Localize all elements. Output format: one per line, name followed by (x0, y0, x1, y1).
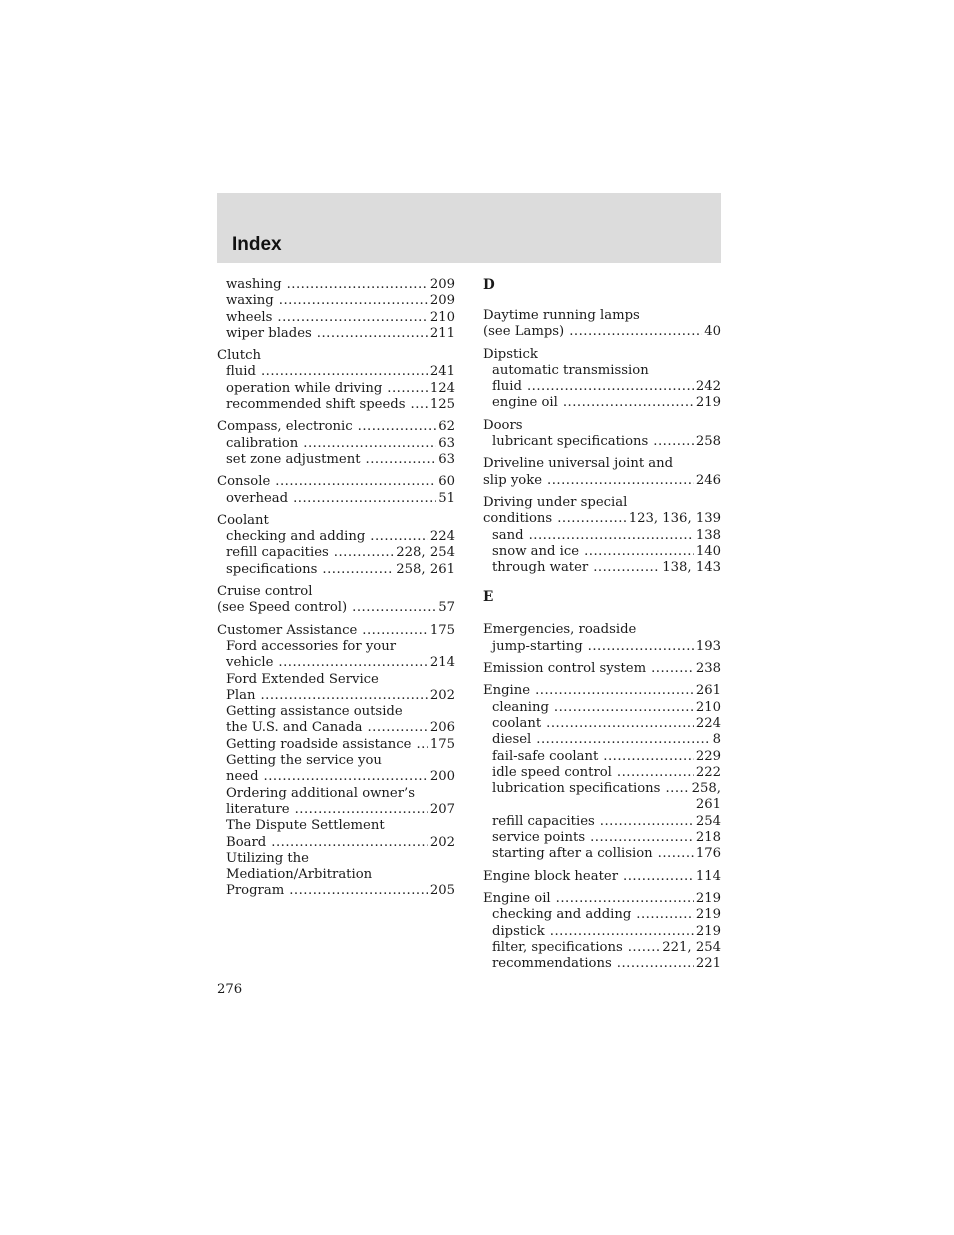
entry-text: recommendations (492, 956, 612, 972)
dot-leader (289, 883, 428, 899)
entry-text: lubricant specifications (492, 434, 649, 450)
index-entry-group (483, 622, 721, 655)
index-subentry (217, 277, 455, 293)
entry-text: (see Lamps) (483, 324, 565, 340)
entry-text: washing (226, 277, 282, 292)
page-ref: 228, 254 (396, 545, 455, 561)
page-ref: 224 (429, 529, 455, 545)
page-ref: 138, 143 (662, 560, 721, 576)
entry-text: through water (492, 560, 589, 576)
entry-text: overhead (226, 490, 289, 506)
index-subentry (217, 436, 455, 452)
index-subentry (483, 765, 721, 781)
index-subentry (483, 363, 721, 379)
index-subentry (217, 737, 455, 753)
dot-leader (588, 639, 694, 655)
dot-leader (556, 891, 694, 907)
dot-leader (279, 293, 428, 309)
entry-text: engine oil (492, 395, 558, 411)
entry-text: Mediation/Arbitration (226, 867, 373, 883)
entry-text: fluid (492, 379, 522, 395)
index-entry-group (217, 348, 455, 413)
page-ref: 221, 254 (662, 939, 721, 955)
dot-leader (362, 623, 428, 639)
entry-text: specifications (226, 561, 318, 577)
index-entry-group (217, 623, 455, 900)
index-subentry (217, 562, 455, 578)
page-ref: 176 (695, 846, 721, 862)
index-entry (483, 347, 721, 363)
page-ref: 261 (695, 683, 721, 699)
dot-leader (547, 473, 694, 489)
dot-leader (603, 749, 694, 765)
page-ref: 211 (429, 325, 455, 341)
index-entry (483, 495, 721, 511)
page-ref: 210 (695, 699, 721, 715)
index-subentry (483, 395, 721, 411)
dot-leader (628, 940, 661, 956)
page-ref: 219 (695, 890, 721, 906)
index-column-left (217, 277, 455, 906)
index-subentry (483, 716, 721, 732)
entry-text: automatic transmission (492, 362, 649, 378)
page-ref: 207 (429, 801, 455, 817)
dot-leader (535, 683, 694, 699)
entry-text: coolant (492, 715, 542, 731)
page-ref: 62 (438, 419, 455, 435)
page-ref: 205 (429, 883, 455, 899)
entry-text: Program (226, 883, 285, 899)
index-entry (217, 513, 455, 529)
entry-text: Ordering additional owner’s (226, 785, 415, 801)
index-subentry (217, 639, 455, 655)
dot-leader (260, 688, 427, 704)
entry-text: refill capacities (226, 545, 329, 561)
dot-leader (617, 956, 694, 972)
dot-leader (367, 720, 427, 736)
entry-text: Getting assistance outside (226, 704, 403, 720)
index-subentry (217, 381, 455, 397)
page-ref: 206 (429, 720, 455, 736)
entry-text: cleaning (492, 699, 549, 715)
index-subentry (217, 672, 455, 688)
index-entry (483, 473, 721, 489)
page-ref: 219 (695, 907, 721, 923)
entry-text: Emergencies, roadside (483, 622, 637, 638)
page-ref: 209 (429, 277, 455, 292)
dot-leader (550, 924, 694, 940)
entry-text: idle speed control (492, 764, 612, 780)
entry-text: slip yoke (483, 472, 543, 488)
entry-text: dipstick (492, 923, 545, 939)
index-subentry (217, 704, 455, 720)
page-ref: 124 (429, 380, 455, 396)
dot-leader (636, 907, 694, 923)
entry-text: checking and adding (226, 529, 366, 545)
page-ref: 238 (695, 661, 721, 677)
section-letter-d: D (483, 277, 495, 293)
index-subentry (483, 797, 721, 813)
dot-leader (411, 397, 428, 413)
entry-text: wheels (226, 309, 273, 325)
page-ref: 125 (429, 397, 455, 413)
dot-leader (261, 364, 428, 380)
dot-leader (271, 835, 428, 851)
index-entry (483, 622, 721, 638)
entry-text: Dipstick (483, 346, 538, 362)
page-ref: 63 (438, 435, 455, 451)
page-ref: 123, 136, 139 (628, 511, 721, 527)
page-ref: 114 (695, 868, 721, 884)
entry-text: conditions (483, 511, 553, 527)
page-ref: 193 (695, 638, 721, 654)
entry-text: operation while driving (226, 380, 383, 396)
page-ref: 242 (695, 379, 721, 395)
index-subentry (217, 545, 455, 561)
index-entry (483, 661, 721, 677)
e-entries (483, 622, 721, 972)
dot-leader (529, 528, 694, 544)
page-ref: 63 (438, 451, 455, 467)
entry-text: Cruise control (217, 584, 313, 600)
index-entry-group (483, 347, 721, 412)
index-entry (217, 623, 455, 639)
page-ref: 60 (438, 474, 455, 490)
entry-text: sand (492, 527, 524, 543)
entry-text: Daytime running lamps (483, 308, 640, 323)
index-subentry (217, 786, 455, 802)
dot-leader (275, 474, 436, 490)
dot-leader (287, 277, 428, 293)
index-entry (483, 418, 721, 434)
index-subentry (217, 293, 455, 309)
dot-leader (527, 379, 694, 395)
entry-text: Driving under special (483, 494, 628, 510)
dot-leader (264, 769, 428, 785)
index-subentry (483, 814, 721, 830)
entry-text: Engine oil (483, 890, 551, 906)
index-entry-group (217, 584, 455, 617)
index-entry-group (217, 474, 455, 507)
dot-leader (546, 716, 694, 732)
index-subentry (217, 802, 455, 818)
page-ref: 175 (429, 736, 455, 752)
dot-leader (651, 661, 694, 677)
entry-text: Utilizing the (226, 850, 309, 866)
index-entry (217, 584, 455, 600)
index-entry-group (483, 661, 721, 677)
index-entry-group (483, 869, 721, 885)
index-subentry (217, 688, 455, 704)
entry-text: refill capacities (492, 813, 595, 829)
index-subentry (217, 364, 455, 380)
index-subentry (483, 528, 721, 544)
index-entry-group (483, 456, 721, 489)
dot-leader (554, 700, 694, 716)
index-entry (217, 348, 455, 364)
index-subentry (483, 924, 721, 940)
dot-leader (295, 802, 428, 818)
page-ref: 258, 261 (396, 561, 455, 577)
index-subentry (483, 749, 721, 765)
entry-text: lubrication specifications (492, 781, 661, 797)
index-entry (483, 891, 721, 907)
header-band (217, 193, 721, 263)
index-entry-group (217, 419, 455, 468)
entry-text: snow and ice (492, 543, 580, 559)
page-ref: 202 (429, 687, 455, 703)
d-entries (483, 308, 721, 576)
entry-text: jump-starting (492, 638, 583, 654)
index-subentry (217, 310, 455, 326)
index-subentry (217, 452, 455, 468)
page-ref: 202 (429, 834, 455, 850)
entry-text: waxing (226, 293, 274, 309)
dot-leader (303, 436, 436, 452)
index-entry (483, 869, 721, 885)
dot-leader (590, 830, 694, 846)
index-subentry (217, 851, 455, 867)
entry-text: Ford accessories for your (226, 638, 397, 654)
page-ref: 138 (695, 527, 721, 543)
index-subentry (483, 732, 721, 748)
page-ref: 222 (695, 764, 721, 780)
page-ref: 241 (429, 364, 455, 380)
index-subentry (217, 720, 455, 736)
dot-leader (322, 562, 394, 578)
index-subentry (483, 639, 721, 655)
dot-leader (416, 737, 427, 753)
page-ref: 57 (438, 600, 455, 616)
entry-text: service points (492, 830, 586, 846)
entry-text: the U.S. and Canada (226, 720, 363, 736)
dot-leader (584, 544, 694, 560)
index-entry-group (483, 683, 721, 862)
page-ref: 261 (695, 797, 721, 813)
entry-text: Engine block heater (483, 868, 619, 884)
index-entry-group (483, 308, 721, 341)
entry-text: Ford Extended Service (226, 671, 379, 687)
page-ref: 8 (712, 732, 721, 748)
index-subentry (483, 956, 721, 972)
dot-leader (334, 545, 394, 561)
entry-text: Coolant (217, 512, 269, 528)
dot-leader (277, 310, 427, 326)
entry-text: The Dispute Settlement (226, 818, 385, 834)
dot-leader (358, 419, 437, 435)
index-entry (483, 456, 721, 472)
index-entry (483, 511, 721, 527)
entry-text: filter, specifications (492, 939, 623, 955)
index-subentry (217, 655, 455, 671)
page-ref: 219 (695, 395, 721, 411)
entry-text: starting after a collision (492, 846, 653, 862)
entry-text: literature (226, 801, 290, 817)
page-ref: 246 (695, 472, 721, 488)
index-subentry (217, 326, 455, 342)
entry-text: diesel (492, 732, 532, 748)
entry-text: set zone adjustment (226, 451, 361, 467)
index-subentry (483, 560, 721, 576)
dot-leader (317, 326, 428, 342)
index-subentry (483, 781, 721, 797)
entry-text: checking and adding (492, 907, 632, 923)
entry-text: Getting the service you (226, 753, 382, 769)
page-ref: 218 (695, 830, 721, 846)
entry-text: fluid (226, 364, 256, 380)
dot-leader (600, 814, 694, 830)
entry-text: wiper blades (226, 325, 312, 341)
dot-leader (370, 529, 428, 545)
index-entry-group (483, 418, 721, 451)
entry-text: calibration (226, 435, 299, 451)
index-subentry (217, 397, 455, 413)
entry-text: Compass, electronic (217, 419, 353, 435)
entry-text: Driveline universal joint and (483, 456, 674, 472)
index-subentry (217, 491, 455, 507)
entry-text: recommended shift speeds (226, 397, 406, 413)
index-entry (483, 324, 721, 340)
entry-text: Customer Assistance (217, 622, 358, 638)
page-ref: 254 (695, 813, 721, 829)
dot-leader (658, 846, 694, 862)
dot-leader (569, 324, 702, 340)
index-subentry (483, 830, 721, 846)
entry-text: Getting roadside assistance (226, 736, 412, 752)
entry-text: Plan (226, 687, 256, 703)
entry-text: (see Speed control) (217, 600, 348, 616)
index-subentry (483, 700, 721, 716)
index-subentry (217, 867, 455, 883)
dot-leader (352, 600, 436, 616)
index-subentry (483, 544, 721, 560)
dot-leader (617, 765, 694, 781)
dot-leader (653, 434, 694, 450)
index-subentry (217, 769, 455, 785)
index-subentry (483, 379, 721, 395)
dot-leader (293, 491, 436, 507)
page-ref: 229 (695, 748, 721, 764)
page-ref: 258 (695, 434, 721, 450)
index-entry (217, 419, 455, 435)
dot-leader (623, 869, 694, 885)
entry-text: Board (226, 834, 267, 850)
dot-leader (366, 452, 437, 468)
index-subentry (483, 907, 721, 923)
index-subentry (217, 835, 455, 851)
index-entry (217, 600, 455, 616)
entry-text: Engine (483, 683, 531, 699)
page-ref: 219 (695, 923, 721, 939)
page-ref: 209 (429, 293, 455, 309)
index-entry (217, 474, 455, 490)
page-ref: 200 (429, 769, 455, 785)
index-column-right (483, 277, 721, 978)
index-entry-group (483, 495, 721, 576)
page-ref: 40 (704, 324, 721, 340)
entry-text: vehicle (226, 655, 274, 671)
entry-text: need (226, 769, 259, 785)
index-subentry (483, 846, 721, 862)
page-ref: 258, (691, 781, 721, 797)
page-title: Index (232, 234, 282, 255)
dot-leader (593, 560, 660, 576)
page-ref: 175 (429, 622, 455, 638)
page-ref: 224 (695, 715, 721, 731)
entry-text: Doors (483, 417, 523, 433)
index-subentry (217, 753, 455, 769)
dot-leader (563, 395, 694, 411)
index-subentry (217, 883, 455, 899)
index-subentry (483, 940, 721, 956)
page-ref: 51 (438, 490, 455, 506)
page-ref: 221 (695, 956, 721, 972)
dot-leader (665, 781, 689, 797)
index-entry-group (217, 277, 455, 342)
page-number: 276 (217, 982, 243, 997)
index-subentry (483, 434, 721, 450)
index-entry (483, 683, 721, 699)
entry-text: Console (217, 474, 271, 490)
index-subentry (217, 529, 455, 545)
page-ref: 210 (429, 309, 455, 325)
index-subentry (217, 818, 455, 834)
entry-text: fail-safe coolant (492, 748, 599, 764)
entry-text: Clutch (217, 348, 261, 364)
index-entry-group (483, 891, 721, 972)
section-letter-e: E (483, 589, 494, 606)
dot-leader (536, 732, 710, 748)
page-ref: 140 (695, 543, 721, 559)
dot-leader (278, 655, 427, 671)
dot-leader (557, 511, 627, 527)
dot-leader (387, 381, 428, 397)
index-entry (483, 308, 721, 324)
entry-text: Emission control system (483, 661, 647, 677)
index-entry-group (217, 513, 455, 578)
page-ref: 214 (429, 655, 455, 671)
